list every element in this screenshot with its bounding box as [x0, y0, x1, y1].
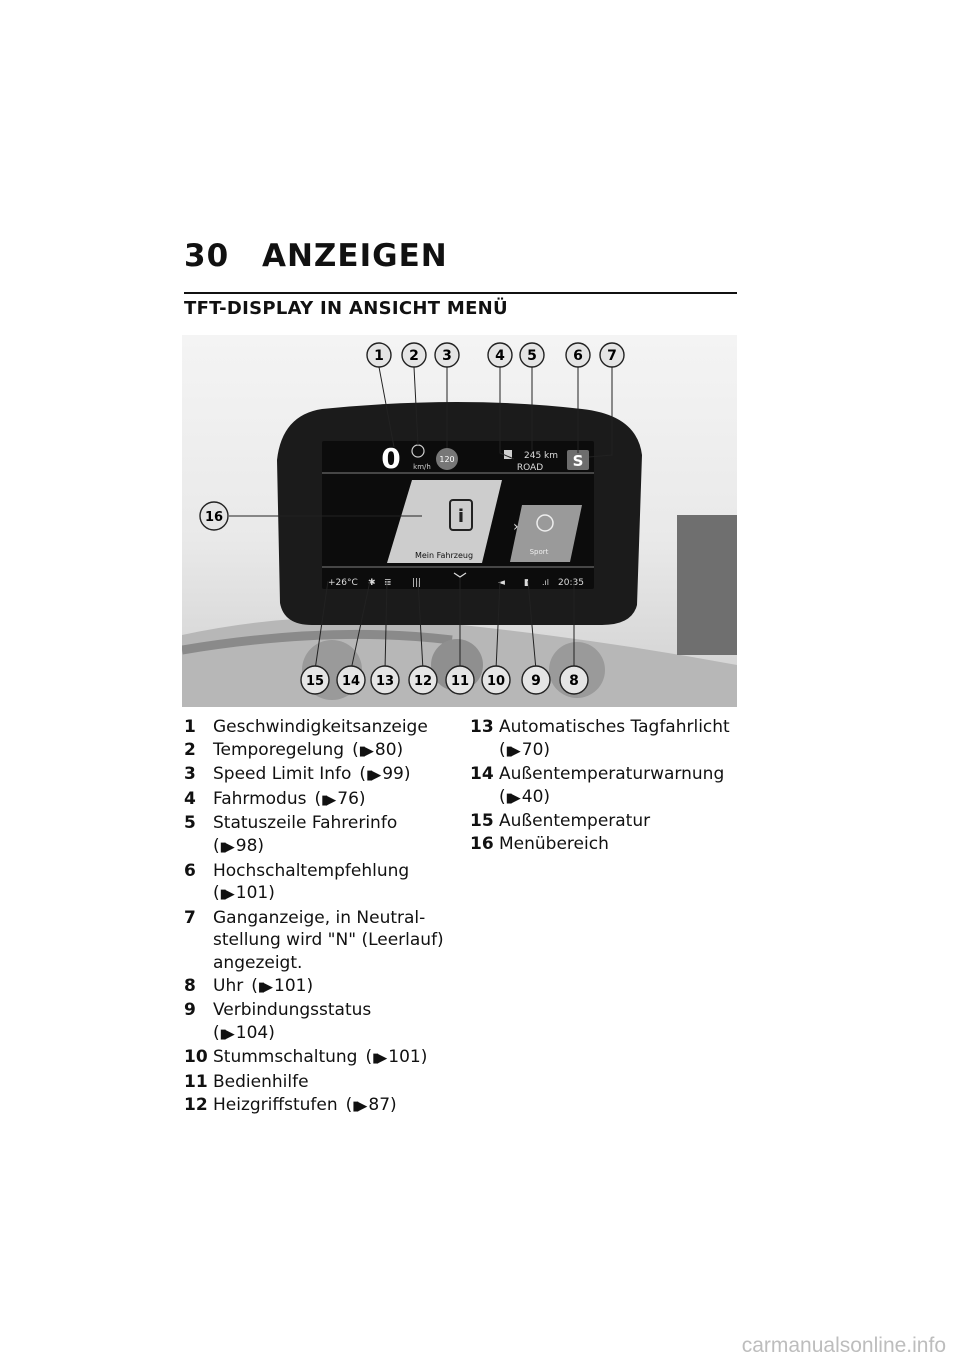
mute-icon: ◄ [498, 578, 505, 588]
section-title: TFT-DISPLAY IN ANSICHT MENÜ [184, 298, 508, 319]
svg-text:14: 14 [341, 674, 361, 689]
connection-icon: ▮ [524, 578, 529, 588]
page-reference[interactable]: (▮▶ 80) [352, 739, 404, 760]
chevron-right-icon: › [513, 519, 519, 535]
speed-unit: km/h [413, 463, 431, 471]
page-reference[interactable]: (▮▶ 87) [345, 1094, 397, 1115]
watermark: carmanualsonline.info [741, 1334, 946, 1357]
arrow-right-icon: ▮▶ [366, 768, 380, 784]
legend-number: 2 [184, 739, 196, 760]
legend-text: Verbindungsstatus [213, 1000, 372, 1021]
tft-display-figure [182, 335, 737, 707]
callout-9 [522, 666, 550, 694]
callout-13 [371, 666, 399, 694]
gear-indicator: S [572, 452, 584, 470]
legend-text: Außentemperaturwarnung [499, 764, 725, 785]
svg-text:3: 3 [442, 348, 452, 364]
legend-item [470, 833, 745, 856]
svg-text:7: 7 [607, 348, 617, 364]
legend-text: Stummschaltung [213, 1047, 358, 1068]
legend-number: 8 [184, 975, 196, 996]
svg-text:2: 2 [409, 348, 419, 364]
legend-number: 14 [470, 764, 494, 785]
speed-limit-value: 120 [439, 455, 455, 464]
svg-text:1: 1 [374, 348, 384, 364]
svg-text:15: 15 [305, 674, 325, 689]
callout-3 [435, 343, 459, 367]
callout-15 [301, 666, 329, 694]
legend-number: 13 [470, 717, 494, 737]
riding-mode: ROAD [516, 463, 544, 473]
callout-1 [367, 343, 391, 367]
legend-item [184, 1071, 449, 1094]
arrow-right-icon: ▮▶ [372, 1051, 386, 1067]
info-icon: i [457, 506, 465, 527]
legend-text: Statuszeile Fahrerinfo [213, 813, 398, 834]
page-reference[interactable]: (▮▶ 98) [213, 835, 265, 856]
legend-number: 7 [184, 907, 196, 928]
legend-text: Uhr [213, 975, 244, 996]
page-reference[interactable]: (▮▶ 104) [213, 1022, 275, 1043]
legend-text: Temporegelung [213, 739, 345, 760]
clock-readout: 20:35 [558, 578, 584, 588]
svg-text:16: 16 [204, 510, 224, 525]
menu-next-label: Sport [529, 548, 549, 556]
legend-text: Speed Limit Info [213, 764, 352, 785]
legend-number: 9 [184, 1000, 196, 1021]
callout-4 [488, 343, 512, 367]
arrow-right-icon: ▮▶ [505, 790, 519, 806]
callout-10 [482, 666, 510, 694]
page-reference[interactable]: (▮▶ 70) [499, 739, 551, 760]
callout-7 [600, 343, 624, 367]
legend-item [184, 788, 449, 813]
page-reference[interactable]: (▮▶ 101) [251, 975, 314, 996]
legend-item [470, 763, 745, 810]
arrow-right-icon: ▮▶ [219, 887, 233, 903]
menu-label: Mein Fahrzeug [414, 551, 474, 560]
range-readout: 245 km [524, 451, 559, 461]
legend-number: 16 [470, 833, 494, 854]
page-reference[interactable]: (▮▶ 101) [213, 883, 275, 904]
legend-number: 5 [184, 813, 196, 834]
svg-text:9: 9 [531, 673, 541, 689]
legend-text: Menübereich [499, 833, 609, 854]
legend-text: Geschwindigkeitsanzeige [213, 717, 428, 737]
legend-number: 1 [184, 717, 196, 737]
svg-text:5: 5 [527, 348, 537, 364]
page-reference[interactable]: (▮▶ 76) [314, 788, 366, 809]
callout-16 [200, 502, 228, 530]
daylight-icon: ≣ [384, 578, 392, 588]
legend-item [470, 716, 745, 763]
page-reference[interactable]: (▮▶ 40) [499, 786, 551, 807]
legend-text: Bedienhilfe [213, 1071, 309, 1092]
legend-number: 11 [184, 1071, 208, 1092]
legend-text: Außentemperatur [499, 811, 651, 832]
temperature-readout: +26°C [328, 578, 358, 588]
ice-warning-icon: ✱ [368, 578, 376, 588]
reservoir [677, 515, 737, 655]
arrow-right-icon: ▮▶ [505, 743, 519, 759]
legend-item [184, 907, 449, 975]
legend-number: 4 [184, 788, 196, 809]
legend-text: Fahrmodus [213, 788, 307, 809]
header-rule [184, 292, 737, 294]
legend-item [184, 812, 449, 859]
arrow-right-icon: ▮▶ [257, 979, 272, 995]
legend-right [470, 716, 745, 856]
legend-item [184, 1094, 449, 1119]
arrow-right-icon: ▮▶ [352, 1098, 366, 1114]
legend-text: Automatisches Tagfahrlicht [499, 717, 730, 737]
svg-text:13: 13 [375, 674, 395, 689]
legend-text: Hochschaltempfehlung [213, 860, 410, 881]
legend-item [184, 999, 449, 1046]
speed-readout: 0 [381, 442, 401, 475]
legend-item [184, 763, 449, 788]
signal-icon: .ıl [542, 578, 549, 587]
legend-item [184, 975, 449, 1000]
callout-2 [402, 343, 426, 367]
page-reference[interactable]: (▮▶ 101) [365, 1047, 428, 1068]
legend-number: 3 [184, 764, 196, 785]
callout-11 [446, 666, 474, 694]
callout-5 [520, 343, 544, 367]
legend-item [184, 1046, 449, 1071]
page-reference[interactable]: (▮▶ 99) [359, 764, 411, 785]
legend-item [470, 810, 745, 833]
legend-text: Ganganzeige, in Neutral-stellung wird "N" (Leerlauf) angezeigt. [213, 907, 444, 973]
legend-number: 10 [184, 1047, 208, 1068]
tft-display-illustration [182, 335, 737, 707]
legend-item [184, 739, 449, 764]
callout-6 [566, 343, 590, 367]
grip-heating-icon: ||| [412, 578, 422, 588]
arrow-right-icon: ▮▶ [358, 743, 372, 759]
callout-8 [560, 666, 588, 694]
legend-item [184, 716, 449, 739]
callout-12 [409, 666, 437, 694]
svg-text:11: 11 [450, 674, 470, 689]
svg-text:4: 4 [495, 348, 505, 364]
svg-text:8: 8 [569, 673, 579, 689]
arrow-right-icon: ▮▶ [219, 1026, 233, 1042]
chapter-title: ANZEIGEN [262, 238, 448, 274]
legend-left [184, 716, 449, 1118]
callout-14 [337, 666, 365, 694]
legend-number: 15 [470, 811, 494, 832]
legend-text: Heizgriffstufen [213, 1094, 338, 1115]
legend-number: 12 [184, 1094, 208, 1115]
legend-item [184, 860, 449, 907]
svg-text:12: 12 [413, 674, 433, 689]
svg-text:6: 6 [573, 348, 583, 364]
page-number: 30 [184, 238, 230, 274]
arrow-right-icon: ▮▶ [321, 792, 335, 808]
legend-number: 6 [184, 860, 196, 881]
svg-text:10: 10 [486, 674, 506, 689]
arrow-right-icon: ▮▶ [219, 839, 233, 855]
